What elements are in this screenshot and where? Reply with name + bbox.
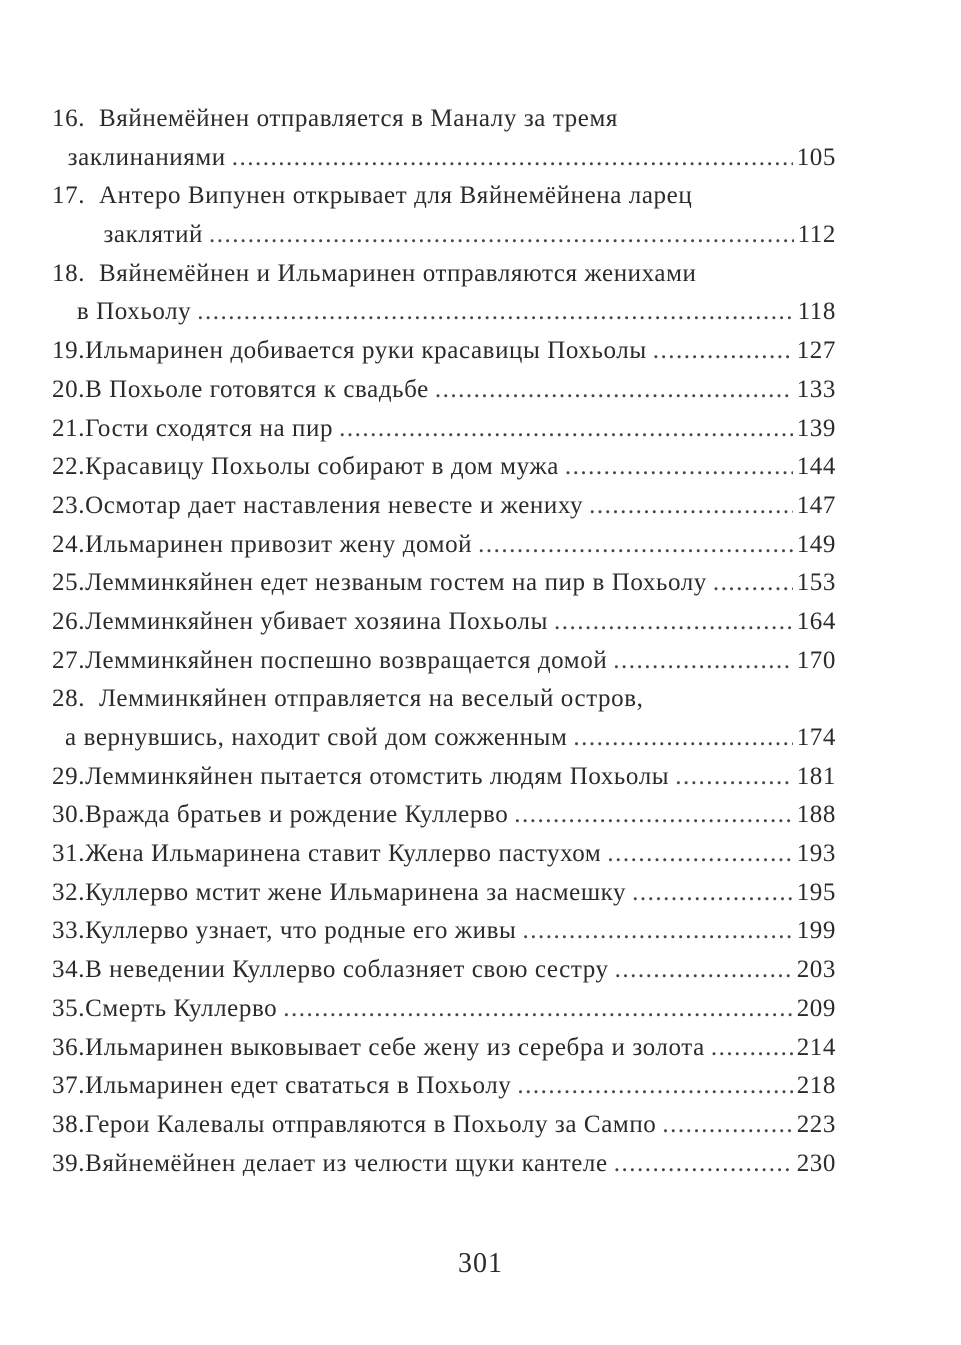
toc-entry-title: заклинаниями bbox=[67, 143, 226, 171]
toc-entry-line bbox=[52, 1029, 836, 1068]
toc-entry-number: 29. bbox=[52, 762, 86, 790]
toc-entry-title: Лемминкяйнен поспешно возвращается домой bbox=[85, 646, 608, 674]
toc-entry bbox=[52, 371, 836, 410]
dot-leader bbox=[662, 1106, 792, 1145]
toc-entry-number: 19. bbox=[52, 337, 86, 365]
toc-entry-title: Герои Калевалы отправляются в Похьолу за Сампо bbox=[85, 1110, 657, 1138]
toc-entry-line bbox=[52, 1145, 836, 1184]
toc-entry bbox=[52, 796, 836, 835]
dot-leader bbox=[573, 719, 792, 758]
toc-entry bbox=[52, 526, 836, 565]
toc-entry bbox=[52, 951, 836, 990]
toc-entry-page: 230 bbox=[796, 1149, 836, 1177]
page-number: 301 bbox=[458, 1248, 503, 1279]
toc-entry-number: 36. bbox=[52, 1033, 86, 1061]
toc-entry-title: Ильмаринен едет свататься в Похьолу bbox=[85, 1072, 512, 1100]
toc-entry-title: Жена Ильмаринена ставит Куллерво пастухом bbox=[85, 840, 602, 868]
toc-entry bbox=[52, 564, 836, 603]
toc-entry bbox=[52, 100, 836, 177]
toc-entry-title: Ильмаринен привозит жену домой bbox=[85, 530, 473, 558]
toc-entry-number: 32. bbox=[52, 878, 86, 906]
toc-entry-page: 223 bbox=[796, 1110, 836, 1138]
toc-entry-title: Смерть Куллерво bbox=[85, 994, 278, 1022]
toc-entry-line bbox=[52, 564, 836, 603]
dot-leader bbox=[713, 564, 793, 603]
toc-entry-title: Лемминкяйнен убивает хозяина Похьолы bbox=[85, 607, 548, 635]
toc-entry bbox=[52, 177, 836, 254]
dot-leader bbox=[339, 410, 793, 449]
toc-entry-page: 118 bbox=[797, 298, 836, 326]
toc-entry bbox=[52, 255, 836, 332]
toc-entry-title: Красавицу Похьолы собирают в дом мужа bbox=[85, 453, 559, 481]
toc-entry bbox=[52, 1029, 836, 1068]
toc-entry-title: а вернувшись, находит свой дом сожженным bbox=[65, 724, 568, 751]
dot-leader bbox=[653, 332, 793, 371]
toc-entry-line bbox=[52, 139, 836, 178]
toc-entry-title: Ильмаринен добивается руки красавицы Похьолы bbox=[85, 337, 647, 365]
toc-entry-number: 16. bbox=[52, 105, 86, 132]
dot-leader bbox=[209, 216, 794, 255]
toc-entry-page: 112 bbox=[797, 221, 836, 249]
toc-entry-page: 144 bbox=[796, 453, 836, 481]
toc-entry-line bbox=[52, 293, 836, 332]
toc-entry-page: 127 bbox=[796, 337, 836, 365]
dot-leader bbox=[615, 951, 793, 990]
toc-entry-line bbox=[52, 796, 836, 835]
toc-entry bbox=[52, 487, 836, 526]
toc-entry-line bbox=[52, 216, 836, 255]
toc-entry-title: Вяйнемёйнен и Ильмаринен отправляются женихами bbox=[99, 259, 697, 287]
dot-leader bbox=[197, 293, 793, 332]
toc-entry-number: 18. bbox=[52, 259, 86, 287]
toc-entry-number: 30. bbox=[52, 801, 86, 829]
toc-entry-number: 39. bbox=[52, 1149, 86, 1177]
toc-entry bbox=[52, 603, 836, 642]
toc-entry-page: 181 bbox=[796, 762, 836, 790]
toc-entry bbox=[52, 758, 836, 797]
table-of-contents bbox=[52, 100, 836, 1183]
toc-entry-line bbox=[52, 680, 836, 719]
toc-entry-number: 37. bbox=[52, 1072, 86, 1100]
toc-entry-line bbox=[52, 912, 836, 951]
toc-entry-line bbox=[52, 1067, 836, 1106]
toc-entry bbox=[52, 1106, 836, 1145]
toc-entry bbox=[52, 1145, 836, 1184]
toc-entry bbox=[52, 448, 836, 487]
dot-leader bbox=[614, 1145, 793, 1184]
toc-entry-line bbox=[52, 448, 836, 487]
dot-leader bbox=[632, 874, 793, 913]
dot-leader bbox=[514, 796, 792, 835]
toc-entry-page: 195 bbox=[796, 878, 836, 906]
toc-entry-number: 21. bbox=[52, 414, 86, 442]
toc-entry-line bbox=[52, 642, 836, 681]
toc-entry-number: 27. bbox=[52, 646, 86, 674]
toc-entry bbox=[52, 912, 836, 951]
toc-entry-line bbox=[52, 951, 836, 990]
toc-entry-title: Вражда братьев и рождение Куллерво bbox=[85, 801, 509, 829]
toc-entry-title: Осмотар дает наставления невесте и жениху bbox=[85, 491, 584, 519]
toc-entry-line bbox=[52, 332, 836, 371]
toc-entry-title: Лемминкяйнен едет незваным гостем на пир в Похьолу bbox=[85, 569, 707, 597]
toc-entry-title: Гости сходятся на пир bbox=[85, 414, 334, 442]
toc-entry-page: 214 bbox=[796, 1033, 836, 1061]
toc-entry-line bbox=[52, 177, 836, 216]
toc-entry-page: 199 bbox=[796, 917, 836, 945]
toc-entry-line bbox=[52, 487, 836, 526]
toc-entry-title: В неведении Куллерво соблазняет свою сестру bbox=[85, 956, 609, 984]
toc-entry-page: 209 bbox=[796, 994, 836, 1022]
toc-entry bbox=[52, 990, 836, 1029]
toc-entry-number: 25. bbox=[52, 569, 86, 597]
dot-leader bbox=[435, 371, 793, 410]
toc-entry-title: заклятий bbox=[103, 221, 204, 249]
toc-entry-page: 133 bbox=[796, 375, 836, 403]
toc-entry-title: Вяйнемёйнен отправляется в Маналу за тремя bbox=[99, 105, 618, 132]
toc-entry-page: 164 bbox=[796, 607, 836, 635]
dot-leader bbox=[522, 912, 792, 951]
toc-entry-page: 170 bbox=[796, 646, 836, 674]
toc-entry-number: 22. bbox=[52, 453, 86, 481]
dot-leader bbox=[675, 758, 793, 797]
toc-entry-number: 20. bbox=[52, 375, 86, 403]
dot-leader bbox=[613, 642, 792, 681]
toc-entry bbox=[52, 874, 836, 913]
toc-entry-number: 28. bbox=[52, 685, 86, 713]
toc-entry-line bbox=[52, 255, 836, 294]
toc-entry-title: Лемминкяйнен пытается отомстить людям Похьолы bbox=[85, 762, 670, 790]
toc-entry-title: Ильмаринен выковывает себе жену из серебра и золота bbox=[85, 1033, 705, 1061]
toc-entry-title: Антеро Випунен открывает для Вяйнемёйнена ларец bbox=[99, 182, 693, 210]
toc-entry-page: 149 bbox=[796, 530, 836, 558]
toc-entry-number: 24. bbox=[52, 530, 86, 558]
dot-leader bbox=[283, 990, 792, 1029]
toc-entry-number: 33. bbox=[52, 917, 86, 945]
toc-entry-page: 147 bbox=[796, 491, 836, 519]
toc-entry-page: 139 bbox=[796, 414, 836, 442]
dot-leader bbox=[607, 835, 792, 874]
toc-entry-line bbox=[52, 526, 836, 565]
toc-entry bbox=[52, 680, 836, 757]
toc-entry bbox=[52, 410, 836, 449]
toc-entry-page: 105 bbox=[796, 143, 836, 171]
toc-entry-line bbox=[52, 990, 836, 1029]
toc-entry-title: Лемминкяйнен отправляется на веселый остров, bbox=[99, 685, 644, 713]
toc-entry-number: 34. bbox=[52, 956, 86, 984]
toc-entry-page: 174 bbox=[796, 724, 836, 751]
dot-leader bbox=[232, 139, 793, 178]
toc-entry-number: 38. bbox=[52, 1110, 86, 1138]
toc-entry-page: 193 bbox=[796, 840, 836, 868]
dot-leader bbox=[565, 448, 793, 487]
dot-leader bbox=[711, 1029, 793, 1068]
toc-entry-title: Куллерво мстит жене Ильмаринена за насмешку bbox=[85, 878, 627, 906]
toc-entry-line bbox=[52, 874, 836, 913]
toc-entry-title: Куллерво узнает, что родные его живы bbox=[85, 917, 517, 945]
toc-entry-title: В Похьоле готовятся к свадьбе bbox=[85, 375, 429, 403]
toc-entry-line bbox=[52, 410, 836, 449]
toc-entry-line bbox=[52, 835, 836, 874]
dot-leader bbox=[589, 487, 793, 526]
toc-entry-line bbox=[52, 758, 836, 797]
toc-entry-number: 26. bbox=[52, 607, 86, 635]
toc-entry-line bbox=[52, 1106, 836, 1145]
toc-entry-page: 203 bbox=[796, 956, 836, 984]
toc-entry-number: 17. bbox=[52, 182, 86, 210]
toc-entry-page: 153 bbox=[796, 569, 836, 597]
toc-entry-number: 31. bbox=[52, 840, 86, 868]
toc-entry-line bbox=[52, 100, 836, 139]
toc-entry-number: 35. bbox=[52, 994, 86, 1022]
toc-entry-title: Вяйнемёйнен делает из челюсти щуки кантеле bbox=[85, 1149, 608, 1177]
dot-leader bbox=[517, 1067, 792, 1106]
toc-entry bbox=[52, 332, 836, 371]
dot-leader bbox=[554, 603, 793, 642]
toc-entry-page: 188 bbox=[796, 801, 836, 829]
toc-entry-line bbox=[52, 719, 836, 758]
dot-leader bbox=[478, 526, 793, 565]
toc-entry bbox=[52, 642, 836, 681]
toc-entry bbox=[52, 835, 836, 874]
toc-entry-number: 23. bbox=[52, 491, 86, 519]
toc-entry-page: 218 bbox=[796, 1072, 836, 1100]
toc-entry-line bbox=[52, 603, 836, 642]
toc-entry-line bbox=[52, 371, 836, 410]
toc-entry bbox=[52, 1067, 836, 1106]
toc-entry-title: в Похьолу bbox=[76, 298, 192, 326]
